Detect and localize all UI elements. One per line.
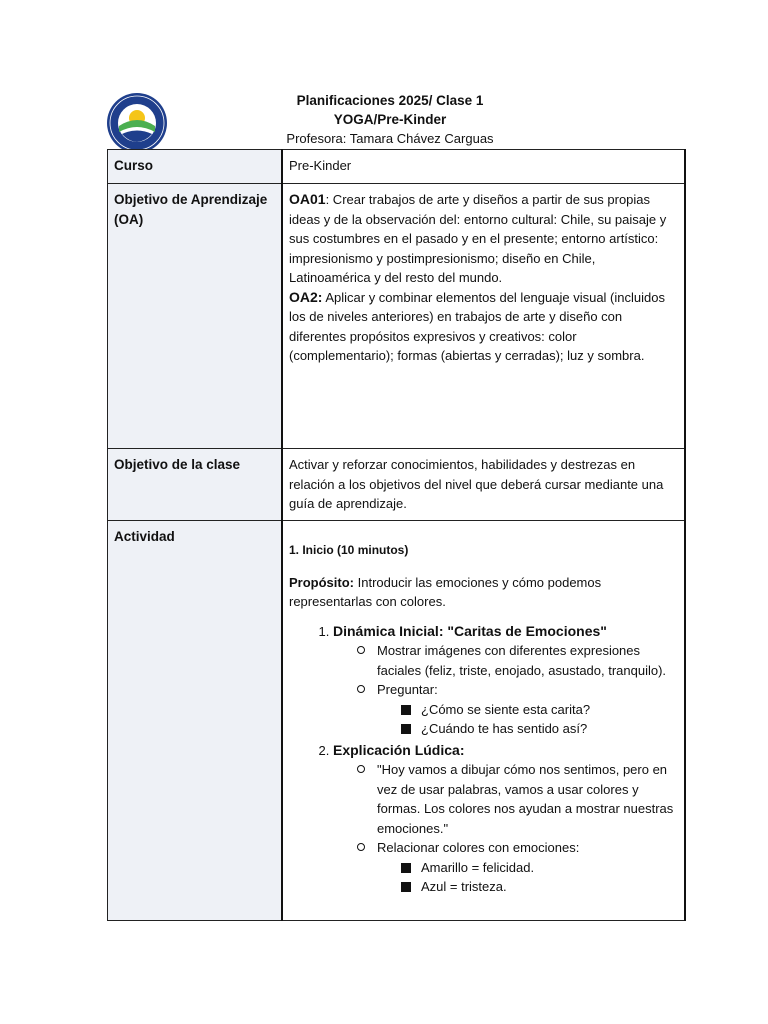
activity-item-2-title: Explicación Lúdica: — [333, 741, 465, 758]
oa1-code: OA01 — [289, 191, 326, 207]
sub-bullet-item: ¿Cómo se siente esta carita? — [401, 700, 678, 720]
value-curso: Pre-Kinder — [282, 150, 685, 184]
oa2-text: Aplicar y combinar elementos del lenguaje visual (incluidos los de niveles anteriores) en trabajos de arte y diseño con diferentes propósitos expresivos y creativos: color (complementario); formas (abiertas y cerradas); luz y sombra. — [289, 289, 665, 363]
row-actividad — [108, 521, 686, 921]
sub-bullets — [377, 700, 678, 739]
planning-table — [107, 149, 686, 921]
row-oa — [108, 184, 686, 449]
activity-item-1-title: Dinámica Inicial: "Caritas de Emociones" — [333, 622, 607, 639]
document-title: Planificaciones 2025/ Clase 1 — [296, 93, 484, 108]
row-curso — [108, 150, 686, 184]
activity-list — [289, 622, 678, 897]
bullet-text: Preguntar: — [377, 682, 438, 697]
value-actividad — [282, 521, 685, 921]
label-actividad: Actividad — [108, 521, 283, 921]
sub-bullets — [377, 858, 678, 897]
oa1-text: : Crear trabajos de arte y diseños a partir de sus propias ideas y de la observación del: entorno cultural: Chile, su paisaje y sus costumbres en el pasado y en el presente; entorno artístico: impresionismo y postimpresionismo; diseño en Chile, Latinoamérica y del resto del mundo. — [289, 192, 667, 285]
activity-item-1-bullets — [333, 641, 678, 739]
bullet-item: "Hoy vamos a dibujar cómo nos sentimos, pero en vez de usar palabras, vamos a usar colores y formas. Los colores nos ayudan a mostrar nuestras emociones." — [357, 760, 678, 838]
activity-item-1 — [333, 622, 678, 739]
value-objetivo-clase: Activar y reforzar conocimientos, habilidades y destrezas en relación a los objetivos del nivel que deberá cursar mediante una guía de aprendizaje. — [282, 449, 685, 521]
bullet-text: Relacionar colores con emociones: — [377, 840, 580, 855]
teacher-name: Profesora: Tamara Chávez Carguas — [286, 131, 494, 146]
purpose-label: Propósito: — [289, 574, 354, 590]
activity-item-2 — [333, 741, 678, 897]
value-oa — [282, 184, 685, 449]
bullet-item — [357, 680, 678, 739]
activity-item-2-bullets — [333, 760, 678, 897]
bullet-item — [357, 838, 678, 897]
document-subtitle: YOGA/Pre-Kinder — [333, 112, 447, 127]
school-logo — [106, 92, 168, 154]
oa2-paragraph — [289, 288, 678, 366]
sub-bullet-item: ¿Cuándo te has sentido así? — [401, 719, 678, 739]
sub-bullet-item: Azul = tristeza. — [401, 877, 678, 897]
label-curso: Curso — [108, 150, 283, 184]
section-heading: 1. Inicio (10 minutos) — [289, 543, 409, 557]
bullet-item: Mostrar imágenes con diferentes expresiones faciales (feliz, triste, enojado, asustado, tranquilo). — [357, 641, 678, 680]
sub-bullet-item: Amarillo = felicidad. — [401, 858, 678, 878]
oa2-code: OA2: — [289, 288, 323, 305]
oa1-paragraph — [289, 190, 678, 288]
row-objetivo-clase — [108, 449, 686, 521]
purpose-text: Introducir las emociones y cómo podemos representarlas con colores. — [289, 574, 602, 609]
purpose-paragraph — [289, 573, 678, 612]
label-oa: Objetivo de Aprendizaje (OA) — [108, 184, 283, 449]
label-objetivo-clase: Objetivo de la clase — [108, 449, 283, 521]
